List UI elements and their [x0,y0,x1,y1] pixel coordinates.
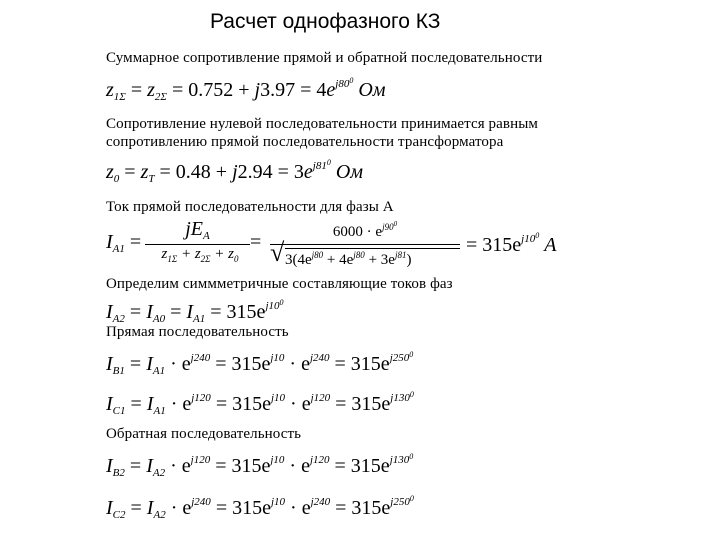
page-title: Расчет однофазного КЗ [210,10,441,33]
equation-ia1-lhs: $I_{A1}$ = [106,231,142,255]
sqrt-icon: √ [270,238,285,267]
section-heading-sum-impedance: Суммарное сопротивление прямой и обратной последовательности [106,50,543,66]
section-heading-positive-seq: Прямая последовательность [106,324,289,340]
equation-ic1: $I_{C1} = I_{A1} \cdot e^{j120} = 315e^{j10} \cdot e^{j120} = 315e^{j130^0}$ [106,390,414,417]
section-heading-negative-seq: Обратная последовательность [106,426,302,442]
fraction1-denominator: $z_{1\Sigma} + z_{2\Sigma} + z_0$ [161,246,239,264]
equation-ic2: $I_{C2} = I_{A2} \cdot e^{j240} = 315e^{j10} \cdot e^{j240} = 315e^{j250^0}$ [106,494,414,521]
fraction2-numerator: $6000 \cdot e^{j90^0}$ [332,220,398,240]
fraction1-numerator: $jE_A$ [185,218,210,242]
fraction2-bar [270,244,460,245]
section-heading-zero-seq-line1: Сопротивление нулевой последовательности принимается равным [106,116,538,132]
equation-z1-z2: $z_{1\Sigma} = z_{2\Sigma} = 0.752 + j3.97 = 4e^{j80^0}$ Ом [106,76,386,103]
fraction1-bar [145,244,250,245]
equals-sign-2: = [250,231,262,253]
equation-ib1: $I_{B1} = I_{A1} \cdot e^{j240} = 315e^{j10} \cdot e^{j240} = 315e^{j250^0}$ [106,350,414,377]
fraction2-denominator: $3(4e^{j80} + 4e^{j80} + 3e^{j81})$ [285,250,412,268]
equation-ia1-rhs: = $315e^{j10^0}$ А [466,231,557,256]
section-heading-zero-seq-line2: сопротивлению прямой последовательности трансформатора [106,134,504,150]
section-heading-positive-current: Ток прямой последовательности для фазы А [106,199,394,215]
equation-z0: $z_0 = z_T = 0.48 + j2.94 = 3e^{j81^0}$ Ом [106,158,364,185]
section-heading-symmetric: Определим симмметричные составляющие токов фаз [106,276,453,292]
equation-ia2-ia0-ia1: $I_{A2} = I_{A0} = I_{A1} = 315e^{j10^0}$ [106,298,284,325]
sqrt-bar [285,248,460,249]
equation-ib2: $I_{B2} = I_{A2} \cdot e^{j120} = 315e^{j10} \cdot e^{j120} = 315e^{j130^0}$ [106,452,414,479]
